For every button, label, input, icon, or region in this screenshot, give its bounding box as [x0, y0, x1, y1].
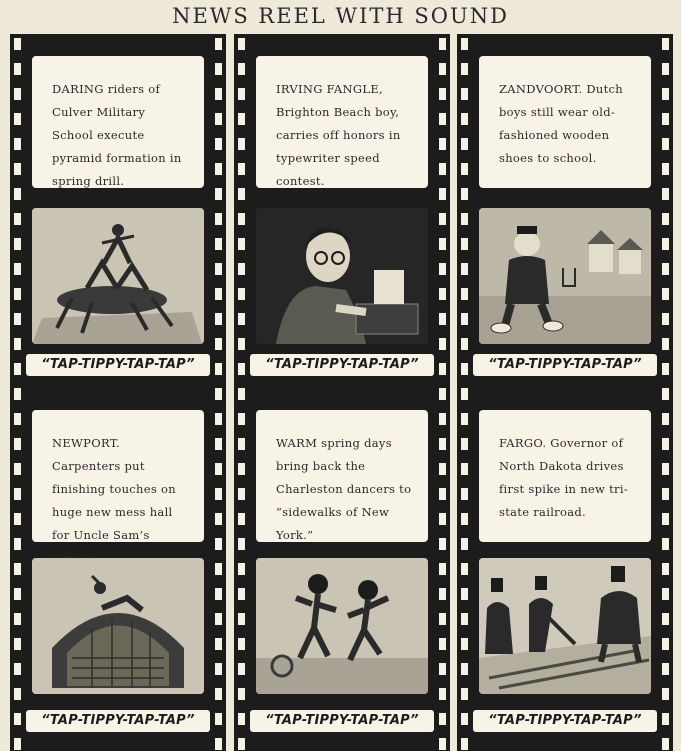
sprocket-holes-right [439, 38, 446, 751]
charleston-dancers-icon [256, 558, 428, 694]
film-strip-3 [457, 34, 673, 751]
caption-frame: NEWPORT. Carpenters put finishing touches on huge new mess hall for Uncle Sam’s [32, 410, 204, 542]
carpenter-on-hangar-roof-icon [32, 558, 204, 694]
page-title: NEWS REEL WITH SOUND [172, 4, 509, 28]
picture-frame-typewriter [256, 208, 428, 344]
sound-label: “TAP-TIPPY-TAP-TAP” [26, 354, 210, 376]
caption-frame: WARM spring days bring back the Charleston dancers to “sidewalks of New York.” [256, 410, 428, 542]
film-strip-1 [10, 34, 226, 751]
sprocket-holes-right [215, 38, 222, 751]
caption-frame: ZANDVOORT. Dutch boys still wear old-fashioned wooden shoes to school. [479, 56, 651, 188]
picture-frame-riders [32, 208, 204, 344]
picture-frame-governor [479, 558, 651, 694]
sound-label: “TAP-TIPPY-TAP-TAP” [473, 710, 657, 732]
picture-frame-hangar [32, 558, 204, 694]
caption-frame: FARGO. Governor of North Dakota drives first spike in new tri-state railroad. [479, 410, 651, 542]
picture-frame-dancers [256, 558, 428, 694]
picture-frame-dutch-boy [479, 208, 651, 344]
horse-riders-pyramid-icon [32, 208, 204, 344]
boy-at-typewriter-icon [256, 208, 428, 344]
caption-frame: DARING riders of Culver Military School execute pyramid formation in spring drill. [32, 56, 204, 188]
sound-label: “TAP-TIPPY-TAP-TAP” [473, 354, 657, 376]
sound-label: “TAP-TIPPY-TAP-TAP” [250, 710, 434, 732]
caption-frame: IRVING FANGLE, Brighton Beach boy, carries off honors in typewriter speed contest. [256, 56, 428, 188]
film-strip-2 [234, 34, 450, 751]
sprocket-holes-left [461, 38, 468, 751]
sound-label: “TAP-TIPPY-TAP-TAP” [26, 710, 210, 732]
sprocket-holes-left [238, 38, 245, 751]
governor-driving-spike-icon [479, 558, 651, 694]
sprocket-holes-left [14, 38, 21, 751]
sprocket-holes-right [662, 38, 669, 751]
dutch-boy-wooden-shoes-icon [479, 208, 651, 344]
sound-label: “TAP-TIPPY-TAP-TAP” [250, 354, 434, 376]
